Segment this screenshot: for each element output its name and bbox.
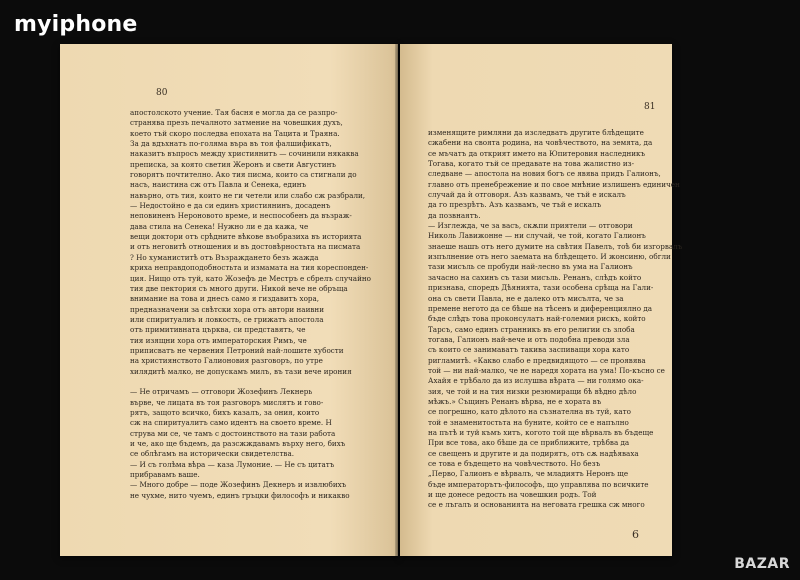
text-line: премене негото да се бѣше на тѣсенъ и диференциялно да [428,303,653,313]
text-line: той — ни най-малко, че не наредя хората на ума! По-късно се [428,365,665,375]
text-line: и ще донесе редость на човешкия родъ. Той [428,490,597,500]
text-line: ция. Нищо отъ туй, като Жозефъ де Местръ е сбрелъ случайно [130,273,371,283]
text-line: тази мисъль се пробуди най-лесно въ ума на Галионъ [428,262,633,272]
text-line: мѣжъ.» Същинъ Ренанъ вѣрва, не е хората въ [428,396,602,406]
text-line: да го презрѣтъ. Азъ казвамъ, че тъй е искалъ [428,200,602,210]
text-line: внимание на това и днесъ само я гиздавитъ хора, [130,294,320,304]
text-line: приписватъ не червения Петроний най-лошите хубости [130,345,344,355]
text-line: не чухме, нито чуемъ, единъ гръцки философъ и никакво [130,490,350,500]
text-line: криха неправдоподобностьта и измамата на тия кореспонден- [130,263,369,273]
text-line: което тъй скоро последва епохата на Тацита и Траяна. [130,128,340,138]
text-line: се облѣгамъ на исторически свидетелства. [130,449,295,459]
text-line: ? Но хуманиститѣ отъ Възраждането безъ жажда [130,252,319,262]
text-line: неповиненъ Нероновото време, и неспособенъ да възраж- [130,211,352,221]
text-line: вещи доктори отъ срѣдните вѣкове въобразиха въ историята [130,232,362,242]
text-line: Тарсъ, само единъ странникъ въ его религии съ злоба [428,324,635,334]
text-line: на пътѣ и туй къмъ хитъ, когото той ще вѣрвалъ въ бъдеще [428,427,654,437]
text-line: съ които се занимаватъ такива заспиващи хора като [428,345,630,355]
text-line: се това е бъдещето на човѣчеството. Но безъ [428,459,601,468]
text-line: струва ми се, че тамъ с достоинството на тази работа [130,428,336,438]
text-line: признава, споредъ Дѣянията, тази особена срѣща на Гали- [428,283,654,293]
text-line: тия две пектория съ много други. Никой вече не обръща [130,283,348,293]
text-line: дава стила на Сенека! Нужно ли е да кажа, че [130,221,309,231]
text-line: изменящите римляни да изследватъ другите блѣдещите [428,128,644,137]
bazar-logo [734,556,790,572]
text-line: на християнството Галионовия разговоръ, по утре [130,356,323,366]
text-line: она съ свети Павла, не е далеко отъ мисълта, че за [428,293,624,303]
text-line [130,377,344,387]
text-line: зачасно на сахинъ съ тази мисъль. Ренанъ, слѣдъ който [428,272,642,282]
right-page-text [428,128,683,511]
text-line: тия изящни хора отъ императорския Римъ, че [130,335,307,345]
text-line: — Недостойно е да си единъ християнинъ, досаденъ [130,201,331,211]
text-line: странява презъ печалното затмение на човешкия духъ, [130,118,343,128]
text-line: — Не отричамъ — отговори Жозефинъ Лекнерь [130,387,313,397]
text-line: случай да ѝ отговоря. Азъ казвамъ, че тъй е искалъ [428,190,626,200]
text-line: зия, че той и на тия низки резюмиращи бѣ вѣдно дѣло [428,386,637,396]
text-line: се погрешно, като дѣлото на съзнателна въ туй, като [428,407,631,417]
text-line: навърно, отъ тия, които не ги четели или слабо сж разбрали, [130,190,366,200]
text-line: сж на спиритуалитъ само идентъ на своето време. Н [130,418,332,428]
left-page [60,44,398,556]
text-line: Ахайя е трѣбало да из ислушва вѣрата — ни голямо ока- [428,376,644,386]
text-line: говорятъ почтително. Ако тия писма, които са стигнали до [130,170,357,180]
text-line: При все това, ако бѣше да се приближите, трѣбва да [428,438,630,448]
open-book [60,44,683,556]
text-line: За да вдъхнатъ по-голяма въра въ тоя фалшификатъ, [130,139,332,149]
left-page-text [130,108,371,501]
text-line: предназначени за свѣтски хора отъ автори наивни [130,304,324,314]
text-line: „Перво, Галионъ е вѣрвалъ, че младиятъ Неронъ ще [428,469,629,479]
bazar-logo-text: BAZAR [734,556,790,572]
right-page-footer-number: 6 [632,528,639,541]
left-page-number: 80 [156,88,168,98]
text-line: прибравамъ ваше. [130,470,200,480]
text-line: изпълнение отъ него заемата на блѣдещето. И жонсиню, обгли [428,252,671,262]
text-line: — Изглежда, че за васъ, скѫпи приятели — отговори [428,221,633,231]
text-line: бъде слѣдъ това проконсулатъ най-големия рискъ, който [428,314,646,324]
text-line: следване — апостола на новия богъ се явява придъ Галионъ, [428,169,661,179]
text-line: бъде императорътъ-философъ, що управлява по всичките [428,479,649,489]
text-line: хилядитѣ малко, не допускамъ милъ, въ тази вече ирония [130,366,352,376]
text-line: наказитъ въпросъ между християнитъ — сочинили някаква [130,149,359,159]
watermark-text: myiphone [14,12,138,37]
right-page [400,44,683,556]
text-line: — Много добре — поде Жозефинъ Декнеръ и извлюбихъ [130,480,347,490]
text-line: се мъчатъ да открият името на Юпитеровия наследникъ [428,148,646,158]
text-line: той е знаменитостьта на буните, който се е напълно [428,417,629,427]
text-line: знаеше нашъ отъ него думите на свѣтия Павелъ, тоѣ би изгорвалъ [428,241,683,251]
text-line: сжабени на своята родина, на човѣчеството, на земята, да [428,138,653,148]
text-line: Тогава, когато тъй се предавате на това жалистно из- [428,159,634,169]
text-line: насъ, наистина сж отъ Павла и Сенека, единъ [130,180,307,190]
text-line: Николь Лавижонне — ни случай, че той, когато Галионъ [428,231,646,241]
text-line: и че, ако ще бъдемъ, да разсжждавамъ върху него, бихъ [130,439,346,448]
text-line: ригламитѣ. «Какво слабо е предвидящото — се проявява [428,355,646,365]
text-line: или спиритуалиъ и ловкость, се грижатъ апостола [130,314,324,324]
text-line: отъ примитивната църква, си представятъ, че [130,325,306,335]
text-line: тогава, Галионъ най-вече и отъ подобна преводи зла [428,334,630,344]
text-line: рятъ, защото всичко, бихъ казалъ, за ония, които [130,407,320,417]
text-line: и отъ неговитѣ отношения и въ достовѣрностьта на писмата [130,242,361,252]
text-line: се свещенъ и другите и да подирятъ, отъ сѫ надѣяваха [428,448,639,458]
text-line: — И съ голѣма вѣра — каза Лумоние. — Не съ цитатъ [130,459,335,469]
text-line: върве, че лицата въ тоя разговоръ мислятъ и гово- [130,397,324,407]
text-line: преписка, за която светия Жеронъ и свети Августинъ [130,159,336,169]
text-line: главно отъ пренебрежение и по свое мнѣние излишенъ единичен [428,179,680,189]
text-line: да позвнаятъ. [428,210,481,220]
text-line: апостолското учение. Тая басня е могла да се разпро- [130,108,338,117]
right-page-number: 81 [644,102,656,112]
text-line: се е лъгалъ и основанията на неговата грешка сж много [428,500,645,510]
